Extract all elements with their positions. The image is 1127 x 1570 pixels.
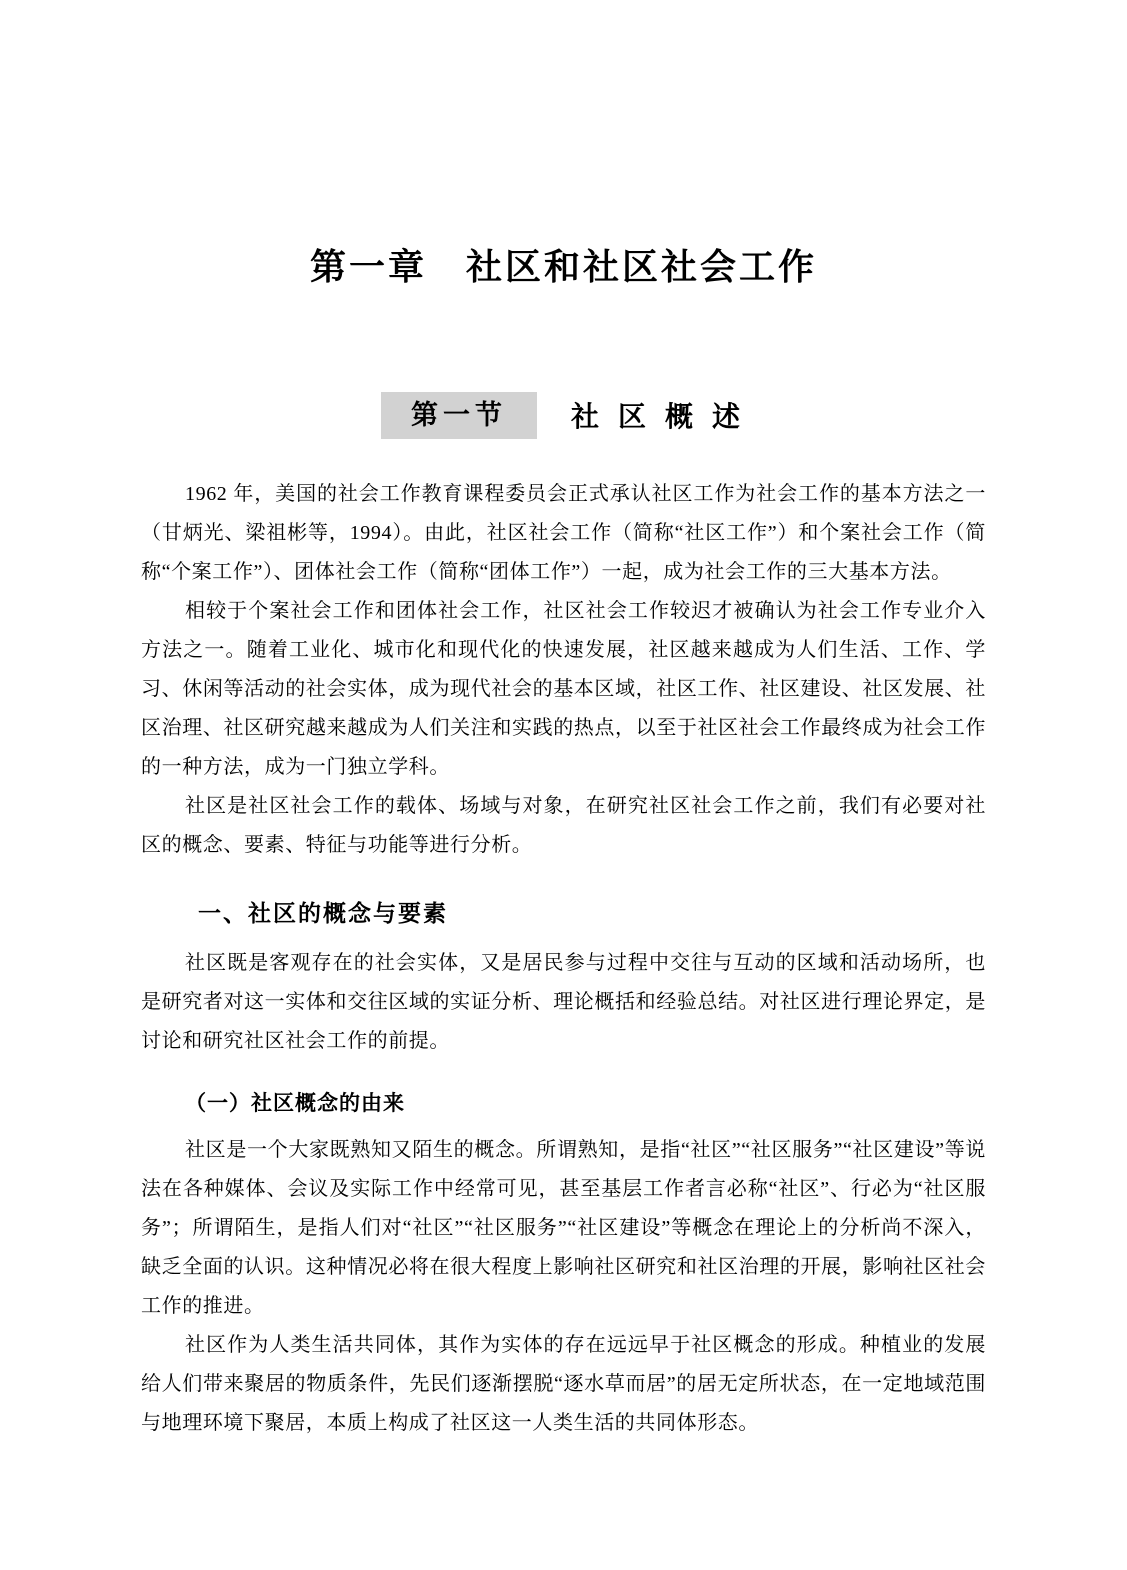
paragraph-4: 社区既是客观存在的社会实体，又是居民参与过程中交往与互动的区域和活动场所，也是研究者对这一实体和交往区域的实证分析、理论概括和经验总结。对社区进行理论界定，是讨论和研究社区社会工作的前提。 xyxy=(141,951,986,1052)
book-page xyxy=(141,0,986,1443)
heading-level-1: 一、社区的概念与要素 xyxy=(198,899,448,926)
section-label-box: 第一节 xyxy=(381,392,537,439)
paragraph-5: 社区是一个大家既熟知又陌生的概念。所谓熟知，是指“社区”“社区服务”“社区建设”等说法在各种媒体、会议及实际工作中经常可见，甚至基层工作者言必称“社区”、行必为“社区服务”；所谓陌生，是指人们对“社区”“社区服务”“社区建设”等概念在理论上的分析尚不深入，缺乏全面的认识。这种情况必将在很大程度上影响社区研究和社区治理的开展，影响社区社会工作的推进。 xyxy=(141,1138,986,1317)
paragraph-3: 社区是社区社会工作的载体、场域与对象，在研究社区社会工作之前，我们有必要对社区的概念、要素、特征与功能等进行分析。 xyxy=(141,794,986,856)
heading-level-2: （一）社区概念的由来 xyxy=(185,1091,405,1115)
paragraph-6: 社区作为人类生活共同体，其作为实体的存在远远早于社区概念的形成。种植业的发展给人们带来聚居的物质条件，先民们逐渐摆脱“逐水草而居”的居无定所状态，在一定地域范围与地理环境下聚居，本质上构成了社区这一人类生活的共同体形态。 xyxy=(141,1333,986,1434)
paragraph-2: 相较于个案社会工作和团体社会工作，社区社会工作较迟才被确认为社会工作专业介入方法之一。随着工业化、城市化和现代化的快速发展，社区越来越成为人们生活、工作、学习、休闲等活动的社会实体，成为现代社会的基本区域，社区工作、社区建设、社区发展、社区治理、社区研究越来越成为人们关注和实践的热点，以至于社区社会工作最终成为社会工作的一种方法，成为一门独立学科。 xyxy=(141,599,986,778)
section-heading xyxy=(141,392,986,439)
section-title: 社 区 概 述 xyxy=(570,402,746,434)
chapter-title: 第一章 社区和社区社会工作 xyxy=(309,247,817,287)
paragraph-1: 1962 年，美国的社会工作教育课程委员会正式承认社区工作为社会工作的基本方法之一（甘炳光、梁祖彬等，1994）。由此，社区社会工作（简称“社区工作”）和个案社会工作（简称“个案工作”）、团体社会工作（简称“团体工作”）一起，成为社会工作的三大基本方法。 xyxy=(141,482,986,583)
